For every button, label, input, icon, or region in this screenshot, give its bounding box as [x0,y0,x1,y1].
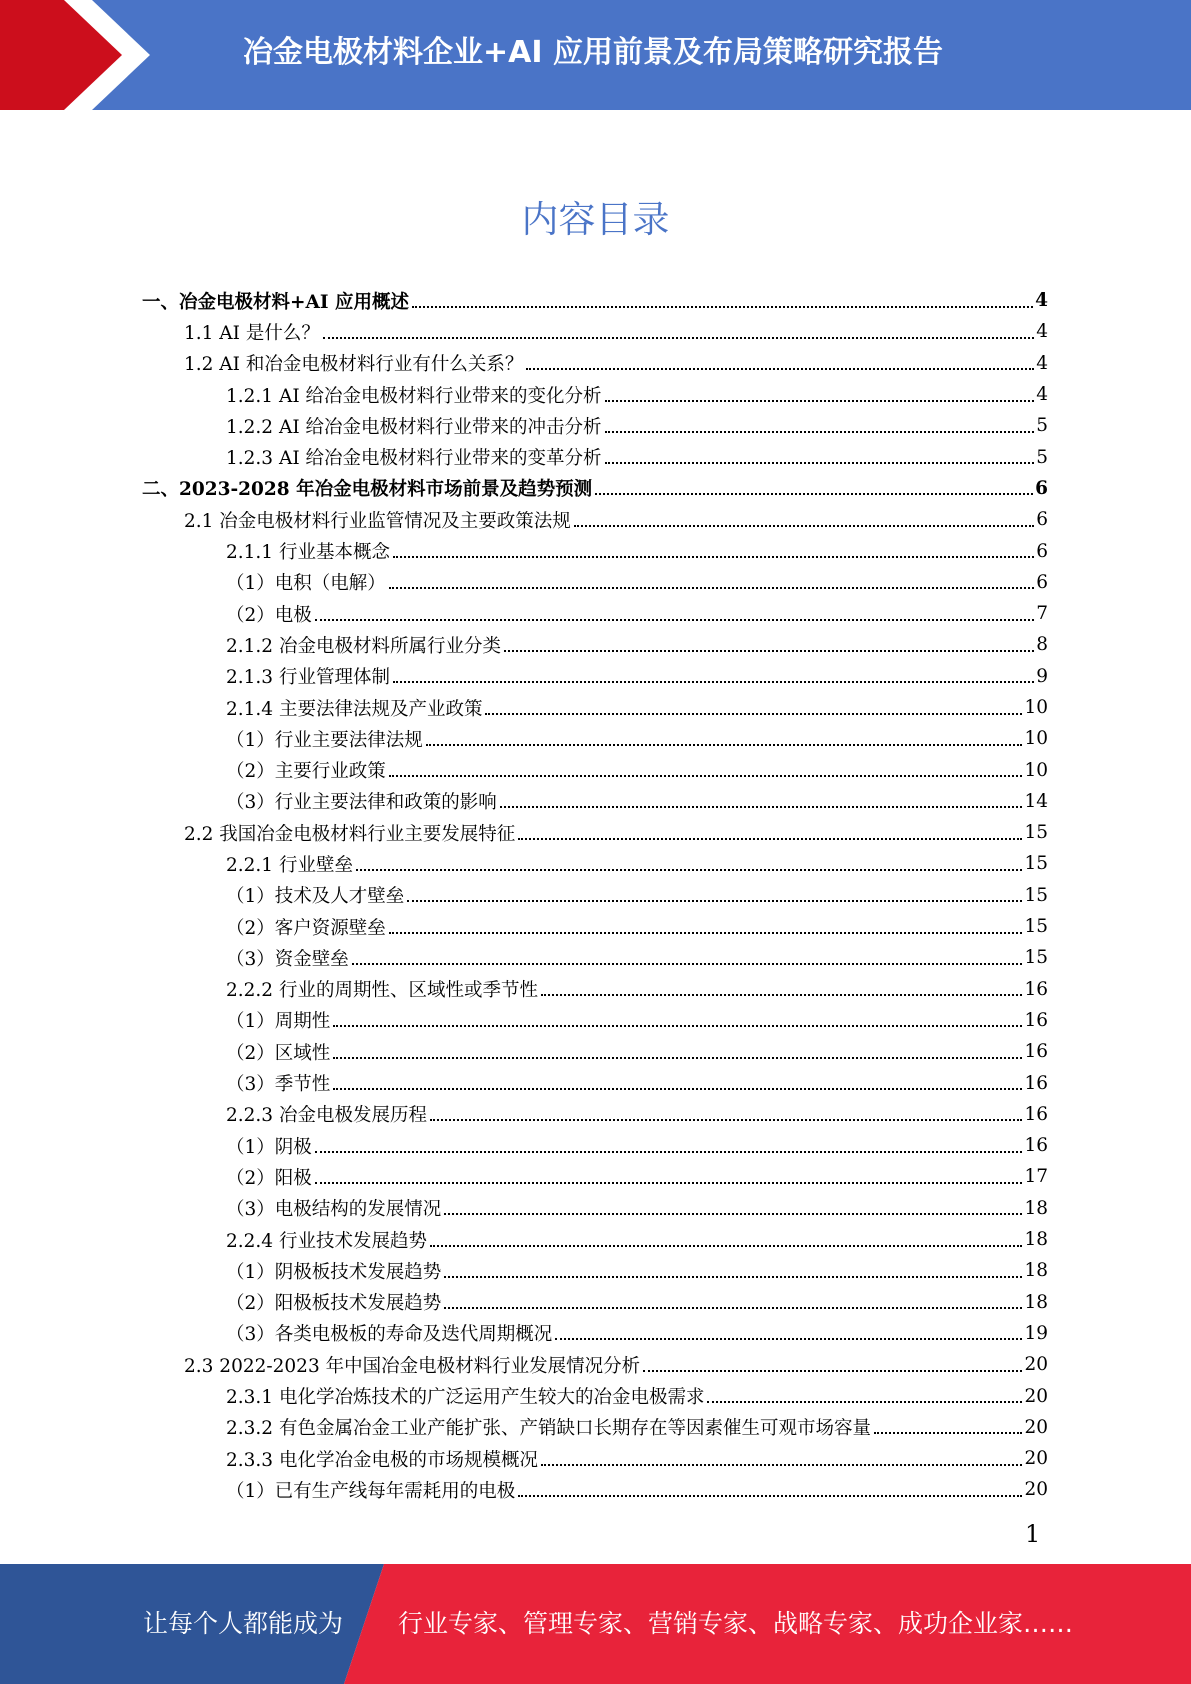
toc-entry[interactable] [142,1036,1048,1067]
toc-page-number: 16 [1024,1135,1048,1157]
footer-slogan-right: 行业专家、管理专家、营销专家、战略专家、成功企业家…… [398,1609,1074,1638]
toc-entry[interactable] [142,1318,1048,1349]
toc-entry-text: （1）行业主要法律法规 [226,729,423,751]
toc-entry-text: 1.1 AI 是什么？ [184,322,320,344]
toc-entry[interactable] [142,1474,1048,1505]
toc-entry-text: （1）阴极 [226,1136,312,1158]
toc-entry[interactable] [142,1193,1048,1224]
toc-entry-text: （1）技术及人才壁垒 [226,886,405,908]
toc-page-number: 18 [1024,1291,1048,1313]
toc-dot-leader [707,1401,1022,1403]
toc-entry-text: （3）各类电极板的寿命及迭代周期概况 [226,1324,553,1346]
toc-dot-leader [356,869,1023,871]
toc-entry-text: 2.2.4 行业技术发展趋势 [226,1230,427,1252]
toc-entry[interactable] [142,1443,1048,1474]
toc-entry[interactable] [142,1287,1048,1318]
toc-dot-leader [430,1245,1022,1247]
toc-page-number: 20 [1024,1354,1048,1376]
toc-entry-text: （3）季节性 [226,1074,331,1096]
toc-entry-text: 2.3.2 有色金属冶金工业产能扩张、产销缺口长期存在等因素催生可观市场容量 [226,1418,871,1440]
toc-page-number: 5 [1036,415,1048,437]
toc-page-number: 5 [1036,446,1048,468]
toc-dot-leader [643,1370,1022,1372]
toc-dot-leader [485,713,1022,715]
toc-entry-text: 2.2.1 行业壁垒 [226,854,353,876]
toc-page-number: 15 [1024,916,1048,938]
toc-entry-text: 2.1.3 行业管理体制 [226,667,390,689]
toc-entry[interactable] [142,786,1048,817]
toc-entry[interactable] [142,1067,1048,1098]
toc-page-number: 16 [1024,1103,1048,1125]
toc-page-number: 16 [1024,1041,1048,1063]
toc-dot-leader [444,1307,1022,1309]
toc-entry[interactable] [142,1005,1048,1036]
toc-dot-leader [412,306,1033,308]
toc-entry[interactable] [142,410,1048,441]
toc-entry-text: 2.1 冶金电极材料行业监管情况及主要政策法规 [184,510,571,532]
toc-dot-leader [444,1213,1022,1215]
toc-page-number: 6 [1036,540,1048,562]
toc-dot-leader [389,587,1034,589]
toc-page-number: 20 [1024,1385,1048,1407]
toc-entry[interactable] [142,911,1048,942]
toc-dot-leader [541,994,1022,996]
page-number: 1 [1025,1520,1041,1548]
toc-dot-leader [430,1119,1022,1121]
toc-dot-leader [874,1432,1022,1434]
toc-dot-leader [389,775,1023,777]
toc-dot-leader [555,1338,1022,1340]
toc-dot-leader [407,900,1022,902]
toc-entry-text: 二、2023-2028 年冶金电极材料市场前景及趋势预测 [142,479,593,501]
toc-entry[interactable] [142,754,1048,785]
toc-page-number: 4 [1035,290,1048,312]
toc-entry[interactable] [142,1380,1048,1411]
toc-dot-leader [518,1495,1022,1497]
header-banner [0,0,1191,110]
toc-entry[interactable] [142,1412,1048,1443]
footer-slogan-left: 让每个人都能成为 [143,1609,344,1638]
toc-entry-text: 1.2.2 AI 给冶金电极材料行业带来的冲击分析 [226,416,602,438]
toc-page-number: 4 [1036,384,1048,406]
toc-page-number: 15 [1024,947,1048,969]
toc-dot-leader [352,963,1023,965]
toc-entry[interactable] [142,441,1048,472]
toc-entry[interactable] [142,473,1048,504]
toc-dot-leader [323,337,1034,339]
toc-entry-text: （2）电极 [226,604,312,626]
toc-dot-leader [526,368,1034,370]
toc-entry-text: （3）电极结构的发展情况 [226,1199,442,1221]
toc-entry-text: （2）客户资源壁垒 [226,917,386,939]
toc-page-number: 15 [1024,884,1048,906]
toc-entry-text: （1）已有生产线每年需耗用的电极 [226,1480,516,1502]
toc-entry-text: （3）资金壁垒 [226,948,349,970]
toc-entry-text: （1）电积（电解） [226,573,386,595]
toc-dot-leader [315,619,1034,621]
toc-entry[interactable] [142,1161,1048,1192]
toc-entry[interactable] [142,1224,1048,1255]
toc-page-number: 20 [1024,1448,1048,1470]
toc-entry-text: 2.1.4 主要法律法规及产业政策 [226,698,483,720]
toc-dot-leader [333,1088,1022,1090]
toc-entry[interactable] [142,598,1048,629]
toc-entry[interactable] [142,629,1048,660]
toc-page-number: 14 [1024,790,1048,812]
toc-dot-leader [333,1025,1022,1027]
toc-page-number: 10 [1024,728,1048,750]
toc-entry[interactable] [142,817,1048,848]
toc-page-number: 6 [1036,571,1048,593]
toc-page-number: 18 [1024,1260,1048,1282]
toc-entry[interactable] [142,316,1048,347]
toc-entry[interactable] [142,1255,1048,1286]
toc-entry-text: 2.1.2 冶金电极材料所属行业分类 [226,635,501,657]
toc-dot-leader [605,462,1034,464]
toc-entry[interactable] [142,974,1048,1005]
toc-entry-text: （2）阳极板技术发展趋势 [226,1293,442,1315]
toc-entry-text: （2）阳极 [226,1167,312,1189]
toc-entry[interactable] [142,1099,1048,1130]
toc-entry[interactable] [142,348,1048,379]
toc-page-number: 6 [1035,477,1048,499]
toc-entry[interactable] [142,942,1048,973]
toc-dot-leader [595,493,1033,495]
toc-entry[interactable] [142,661,1048,692]
toc-dot-leader [574,525,1034,527]
toc-dot-leader [426,744,1023,746]
toc-page-number: 20 [1024,1479,1048,1501]
toc-page-number: 16 [1024,978,1048,1000]
toc-entry-text: 1.2.3 AI 给冶金电极材料行业带来的变革分析 [226,448,602,470]
toc-page-number: 20 [1024,1416,1048,1438]
report-title: 冶金电极材料企业+AI 应用前景及布局策略研究报告 [243,35,943,70]
toc-page-number: 18 [1024,1197,1048,1219]
toc-page-number: 4 [1036,321,1048,343]
toc-page-number: 18 [1024,1229,1048,1251]
toc-entry-text: （2）区域性 [226,1042,331,1064]
toc-entry-text: 1.2.1 AI 给冶金电极材料行业带来的变化分析 [226,385,602,407]
toc-dot-leader [504,650,1034,652]
toc-entry-text: 2.1.1 行业基本概念 [226,542,390,564]
toc-entry[interactable] [142,848,1048,879]
toc-entry-text: （1）周期性 [226,1011,331,1033]
toc-page-number: 7 [1036,603,1048,625]
toc-entry-text: 一、冶金电极材料+AI 应用概述 [142,291,409,313]
toc-dot-leader [500,806,1023,808]
toc-heading: 内容目录 [521,198,670,241]
toc-page-number: 15 [1024,853,1048,875]
toc-entry[interactable] [142,504,1048,535]
toc-entry-text: 2.2.3 冶金电极发展历程 [226,1105,427,1127]
toc-page-number: 9 [1036,665,1048,687]
toc-entry-text: 2.2 我国冶金电极材料行业主要发展特征 [184,823,516,845]
toc-page-number: 15 [1024,822,1048,844]
toc-page-number: 6 [1036,509,1048,531]
toc-entry[interactable] [142,379,1048,410]
toc-dot-leader [541,1464,1022,1466]
toc-entry[interactable] [142,692,1048,723]
toc-dot-leader [605,431,1034,433]
toc-entry-text: 2.2.2 行业的周期性、区域性或季节性 [226,980,538,1002]
toc-dot-leader [605,400,1034,402]
toc-dot-leader [315,1151,1023,1153]
toc-entry[interactable] [142,567,1048,598]
toc-entry-text: 2.3 2022-2023 年中国冶金电极材料行业发展情况分析 [184,1355,641,1377]
toc-entry-text: 1.2 AI 和冶金电极材料行业有什么关系？ [184,354,524,376]
toc-dot-leader [393,681,1034,683]
toc-entry-text: （3）行业主要法律和政策的影响 [226,792,497,814]
toc-entry-text: （2）主要行业政策 [226,761,386,783]
toc-dot-leader [444,1276,1022,1278]
toc-page-number: 10 [1024,697,1048,718]
toc-page-number: 16 [1024,1072,1048,1094]
toc-dot-leader [518,838,1022,840]
toc-dot-leader [333,1057,1022,1059]
toc-entry[interactable] [142,723,1048,754]
toc-entry-text: 2.3.1 电化学冶炼技术的广泛运用产生较大的冶金电极需求 [226,1387,705,1409]
toc-page-number: 17 [1024,1166,1048,1188]
toc-dot-leader [393,556,1034,558]
toc-entry[interactable] [142,1349,1048,1380]
toc-page-number: 8 [1036,634,1048,656]
header-arrow-decoration [0,0,160,110]
toc-page-number: 16 [1024,1009,1048,1031]
toc-dot-leader [389,932,1023,934]
toc-page-number: 10 [1024,759,1048,781]
toc-entry-text: （1）阴极板技术发展趋势 [226,1261,442,1283]
toc-entry[interactable] [142,1130,1048,1161]
toc-entry[interactable] [142,880,1048,911]
toc-page-number: 19 [1024,1322,1048,1344]
footer-banner [0,1564,1191,1684]
toc-dot-leader [315,1182,1023,1184]
toc-page-number: 4 [1036,352,1048,374]
table-of-contents [142,285,1048,1506]
toc-entry-text: 2.3.3 电化学冶金电极的市场规模概况 [226,1449,538,1471]
toc-entry[interactable] [142,285,1048,316]
toc-entry[interactable] [142,535,1048,566]
